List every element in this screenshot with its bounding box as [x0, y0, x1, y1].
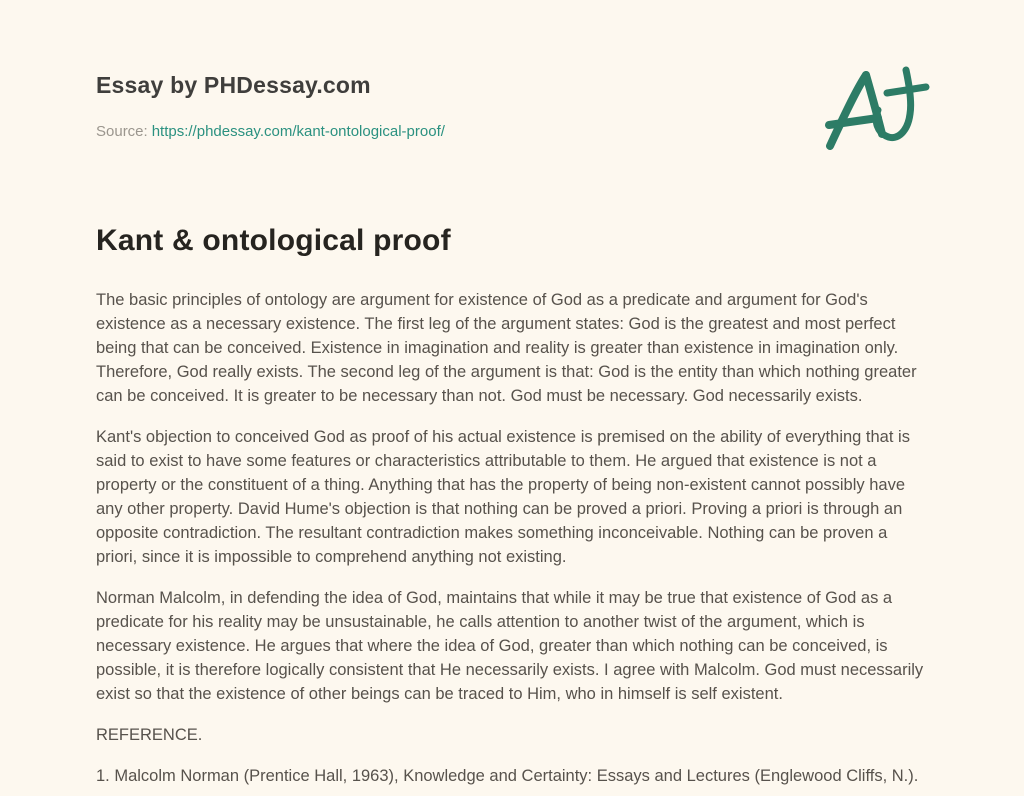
source-url-link[interactable]: https://phdessay.com/kant-ontological-proof/ [151, 123, 445, 140]
essay-paragraph: Kant's objection to conceived God as proof of his actual existence is premised on the ability of everything that is said to exist to have some features or characteristics attributable to them. He argued that existence is not a property or the constituent of a thing. Anything that has the property of being non-existent cannot possibly have any other property. David Hume's objection is that nothing can be proved a priori. Proving a priori is through an opposite contradiction. The resultant contradiction makes something inconceivable. Nothing can be proven a priori, since it is impossible to comprehend anything not existing. [96, 428, 910, 566]
aplus-logo-icon [822, 62, 934, 158]
reference-item: 1. Malcolm Norman (Prentice Hall, 1963), Knowledge and Certainty: Essays and Lectures (Englewood Cliffs, N.). [96, 767, 919, 785]
source-line [96, 123, 445, 140]
essay-body [96, 288, 928, 788]
essay-paragraph: The basic principles of ontology are argument for existence of God as a predicate and argument for God's existence as a necessary existence. The first leg of the argument states: God is the greatest and most perfect being that can be conceived. Existence in imagination and reality is greater than existence in imagination only. Therefore, God really exists. The second leg of the argument is that: God is the entity than which nothing greater can be conceived. It is greater to be necessary than not. God must be necessary. God necessarily exists. [96, 291, 917, 405]
site-title: Essay by PHDessay.com [96, 72, 371, 98]
source-label: Source: [96, 123, 148, 140]
essay-title: Kant & ontological proof [96, 224, 451, 257]
page-header [96, 68, 928, 158]
essay-paragraph: Norman Malcolm, in defending the idea of God, maintains that while it may be true that existence of God as a predicate for his reality may be unsustainable, he calls attention to another twist of the argument, which is necessary existence. He argues that where the idea of God, greater than which nothing can be conceived, is possible, it is therefore logically consistent that He necessarily exists. I agree with Malcolm. God must necessarily exist so that the existence of other beings can be traced to Him, who in himself is self existent. [96, 589, 924, 703]
reference-heading: REFERENCE. [96, 726, 203, 744]
header-text-block [96, 68, 445, 140]
